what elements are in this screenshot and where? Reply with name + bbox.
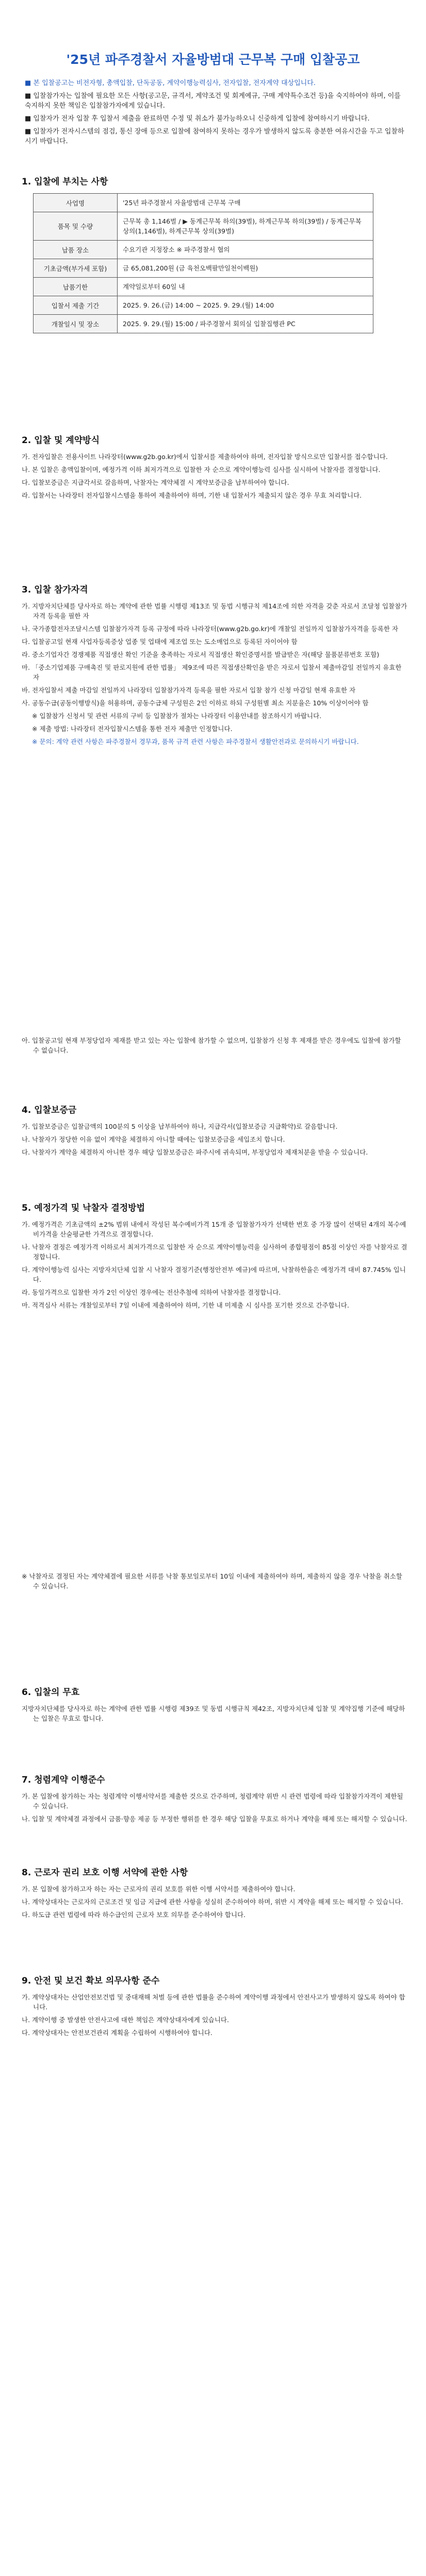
list-item: 가. 입찰보증금은 입찰금액의 100분의 5 이상을 납부하여야 하나, 지급각서(입찰보증금 지급확약)로 갈음합니다.: [22, 1123, 338, 1130]
row-label: 기초금액(부가세 포함): [34, 259, 118, 278]
section-price-award: [22, 1200, 408, 1313]
section-heading: 5. 예정가격 및 낙찰자 결정방법: [22, 1203, 145, 1213]
table-row: [34, 212, 373, 241]
section-bid-bond: [22, 1103, 408, 1160]
list-item: 가. 지방자치단체를 당사자로 하는 계약에 관한 법률 시행령 제13조 및 동법 시행규칙 제14조에 의한 자격을 갖춘 자로서 조달청 입찰참가자격 등록을 필한 자: [22, 602, 407, 620]
section-eligibility: [22, 582, 408, 750]
list-item: 가. 본 입찰에 참가하는 자는 청렴계약 이행서약서를 제출한 것으로 간주하며, 청렴계약 위반 시 관련 법령에 따라 입찰참가자격이 제한될 수 있습니다.: [22, 1792, 403, 1810]
row-value: 2025. 9. 26.(금) 14:00 ~ 2025. 9. 29.(월) 14:00: [118, 296, 373, 315]
list-item: 라. 동일가격으로 입찰한 자가 2인 이상인 경우에는 전산추첨에 의하여 낙찰자를 결정합니다.: [22, 1289, 281, 1296]
list-item: 나. 낙찰자 결정은 예정가격 이하로서 최저가격으로 입찰한 자 순으로 계약이행능력을 심사하여 종합평점이 85점 이상인 자를 낙찰자로 결정합니다.: [22, 1243, 407, 1261]
table-row: [34, 278, 373, 296]
list-item: ※ 낙찰자로 결정된 자는 계약체결에 필요한 서류를 낙찰 통보일로부터 10일 이내에 제출하여야 하며, 제출하지 않을 경우 낙찰을 취소할 수 있습니다.: [22, 1572, 402, 1590]
list-item: 라. 중소기업자간 경쟁제품 직접생산 확인 기준을 충족하는 자로서 직접생산 확인증명서를 발급받은 자(해당 물품분류번호 포함): [22, 651, 380, 658]
row-value: 금 65,081,200원 (금 육천오백팔만일천이백원): [118, 259, 373, 278]
list-item: ※ 문의: 계약 관련 사항은 파주경찰서 경무과, 품목 규격 관련 사항은 파주경찰서 생활안전과로 문의하시기 바랍니다.: [32, 738, 359, 745]
list-item: 사. 공동수급(공동이행방식)을 허용하며, 공동수급체 구성원은 2인 이하로 하되 구성원별 최소 지분율은 10% 이상이어야 함: [22, 699, 369, 707]
row-label: 개찰일시 및 장소: [34, 315, 118, 333]
section-heading: 9. 안전 및 보건 확보 의무사항 준수: [22, 1976, 160, 1986]
row-label: 납품기한: [34, 278, 118, 296]
list-item: 가. 예정가격은 기초금액의 ±2% 범위 내에서 작성된 복수예비가격 15개 중 입찰참가자가 선택한 번호 중 가장 많이 선택된 4개의 복수예비가격을 산술평균한 가격으로 결정합니다.: [22, 1221, 406, 1238]
section-heading: 1. 입찰에 부치는 사항: [22, 177, 108, 187]
table-row: [34, 315, 373, 333]
row-label: 사업명: [34, 194, 118, 212]
row-label: 품목 및 수량: [34, 212, 118, 241]
section-heading: 7. 청렴계약 이행준수: [22, 1775, 105, 1785]
table-row: [34, 194, 373, 212]
table-row: [34, 259, 373, 278]
row-label: 입찰서 제출 기간: [34, 296, 118, 315]
list-item: ※ 제출 방법: 나라장터 전자입찰시스템을 통한 전자 제출만 인정합니다.: [32, 725, 233, 733]
section-worker-rights: [22, 1865, 408, 1923]
list-item: 다. 낙찰자가 계약을 체결하지 아니한 경우 해당 입찰보증금은 파주시에 귀속되며, 부정당업자 제재처분을 받을 수 있습니다.: [22, 1148, 368, 1156]
row-value: 수요기관 지정장소 ※ 파주경찰서 협의: [118, 241, 373, 259]
list-item: 아. 입찰공고일 현재 부정당업자 제재를 받고 있는 자는 입찰에 참가할 수 없으며, 입찰참가 신청 후 제재를 받은 경우에도 입찰에 참가할 수 없습니다.: [22, 1037, 401, 1054]
bid-overview-table: [33, 193, 373, 333]
list-item: 라. 입찰서는 나라장터 전자입찰시스템을 통하여 제출하여야 하며, 기한 내 입찰서가 제출되지 않은 경우 무효 처리합니다.: [22, 492, 362, 499]
list-item: 나. 계약상대자는 근로자의 근로조건 및 임금 지급에 관한 사항을 성실히 준수하여야 하며, 위반 시 계약을 해제 또는 해지할 수 있습니다.: [22, 1898, 403, 1906]
section-invalid-bids: [22, 1685, 408, 1726]
table-row: [34, 296, 373, 315]
section-heading: 2. 입찰 및 계약방식: [22, 435, 100, 446]
intro-note: ■ 입찰자가 전자시스템의 점검, 통신 장애 등으로 입찰에 참여하지 못하는 경우가 발생하지 않도록 충분한 여유시간을 두고 입찰하시기 바랍니다.: [25, 128, 404, 145]
list-item: 나. 본 입찰은 총액입찰이며, 예정가격 이하 최저가격으로 입찰한 자 순으로 계약이행능력 심사를 실시하여 낙찰자를 결정합니다.: [22, 466, 381, 473]
list-item: ※ 입찰참가 신청서 및 관련 서류의 구비 등 입찰참가 절차는 나라장터 이용안내를 참조하시기 바랍니다.: [32, 712, 322, 720]
section-bid-method: [22, 433, 408, 503]
intro-note: ■ 입찰참가자는 입찰에 필요한 모든 사항(공고문, 규격서, 계약조건 및 회계예규, 구매 계약특수조건 등)을 숙지하여야 하며, 이를 숙지하지 못한 책임은 입찰참가자에게 있습니다.: [25, 92, 401, 110]
section-bid-overview: [22, 174, 408, 333]
row-label: 납품 장소: [34, 241, 118, 259]
section-heading: 6. 입찰의 무효: [22, 1687, 80, 1698]
list-item: 지방자치단체를 당사자로 하는 계약에 관한 법률 시행령 제39조 및 동법 시행규칙 제42조, 지방자치단체 입찰 및 계약집행 기준에 해당하는 입찰은 무효로 합니다.: [22, 1705, 405, 1722]
list-item: 나. 입찰 및 계약체결 과정에서 금품·향응 제공 등 부정한 행위를 한 경우 해당 입찰을 무효로 하거나 계약을 해제 또는 해지할 수 있습니다.: [22, 1815, 407, 1823]
list-item: 나. 낙찰자가 정당한 이유 없이 계약을 체결하지 아니할 때에는 입찰보증금을 세입조치 합니다.: [22, 1136, 285, 1143]
list-item: 다. 하도급 관련 법령에 따라 하수급인의 근로자 보호 의무를 준수하여야 합니다.: [22, 1911, 246, 1919]
section-price-note: [22, 1571, 408, 1594]
list-item: 가. 계약상대자는 산업안전보건법 및 중대재해 처벌 등에 관한 법률을 준수하여 계약이행 과정에서 안전사고가 발생하지 않도록 하여야 합니다.: [22, 1993, 405, 2011]
list-item: 다. 입찰보증금은 지급각서로 갈음하며, 낙찰자는 계약체결 시 계약보증금을 납부하여야 합니다.: [22, 479, 289, 486]
row-value: 근무복 총 1,146벌 / ▶ 동계근무복 하의(39벌), 하계근무복 하의(39벌) / 동계근무복 상의(1,146벌), 하계근무복 상의(39벌): [118, 212, 373, 241]
table-row: [34, 241, 373, 259]
intro-note: ■ 본 입찰공고는 비전자형, 총액입찰, 단독공동, 계약이행능력심사, 전자입찰, 전자계약 대상입니다.: [25, 79, 316, 87]
list-item: 가. 전자입찰은 전용사이트 나라장터(www.g2b.go.kr)에서 입찰서를 제출하여야 하며, 전자입찰 방식으로만 입찰서를 접수합니다.: [22, 453, 388, 461]
intro-notes: [25, 78, 408, 149]
row-value: 계약일로부터 60일 내: [118, 278, 373, 296]
list-item: 마. 적격심사 서류는 개찰일로부터 7일 이내에 제출하여야 하며, 기한 내 미제출 시 심사를 포기한 것으로 간주합니다.: [22, 1301, 349, 1309]
list-item: 다. 계약이행능력 심사는 지방자치단체 입찰 시 낙찰자 결정기준(행정안전부 예규)에 따르며, 낙찰하한율은 예정가격 대비 87.745% 입니다.: [22, 1266, 406, 1283]
section-safety: [22, 1973, 408, 2041]
row-value: 2025. 9. 29.(월) 15:00 / 파주경찰서 회의실 입찰집행관 PC: [118, 315, 373, 333]
list-item: 가. 본 입찰에 참가하고자 하는 자는 근로자의 권리 보호를 위한 이행 서약서를 제출하여야 합니다.: [22, 1885, 296, 1893]
section-heading: 3. 입찰 참가자격: [22, 585, 88, 595]
section-eligibility-note: [22, 1036, 408, 1058]
list-item: 바. 전자입찰서 제출 마감일 전일까지 나라장터 입찰참가자격 등록을 필한 자로서 입찰 참가 신청 마감일 현재 유효한 자: [22, 686, 356, 694]
row-value: '25년 파주경찰서 자율방범대 근무복 구매: [118, 194, 373, 212]
list-item: 다. 계약상대자는 안전보건관리 계획을 수립하여 시행하여야 합니다.: [22, 2029, 212, 2037]
list-item: 다. 입찰공고일 현재 사업자등록증상 업종 및 업태에 제조업 또는 도소매업으로 등록된 자이어야 함: [22, 638, 298, 646]
section-heading: 8. 근로자 권리 보호 이행 서약에 관한 사항: [22, 1868, 188, 1878]
notice-title: '25년 파주경찰서 자율방범대 근무복 구매 입찰공고: [66, 52, 360, 67]
section-heading: 4. 입찰보증금: [22, 1105, 77, 1115]
section-integrity: [22, 1772, 408, 1827]
list-item: 나. 국가종합전자조달시스템 입찰참가자격 등록 규정에 따라 나라장터(www.g2b.go.kr)에 개찰일 전일까지 입찰참가자격을 등록한 자: [22, 625, 399, 633]
list-item: 마. 「중소기업제품 구매촉진 및 판로지원에 관한 법률」 제9조에 따른 직접생산확인을 받은 자로서 입찰서 제출마감일 전일까지 유효한 자: [22, 664, 402, 681]
list-item: 나. 계약이행 중 발생한 안전사고에 대한 책임은 계약상대자에게 있습니다.: [22, 2016, 229, 2024]
intro-note: ■ 입찰자가 전자 입찰 후 입찰서 제출을 완료하면 수정 및 취소가 불가능하오니 신중하게 입찰에 참여하시기 바랍니다.: [25, 115, 370, 123]
